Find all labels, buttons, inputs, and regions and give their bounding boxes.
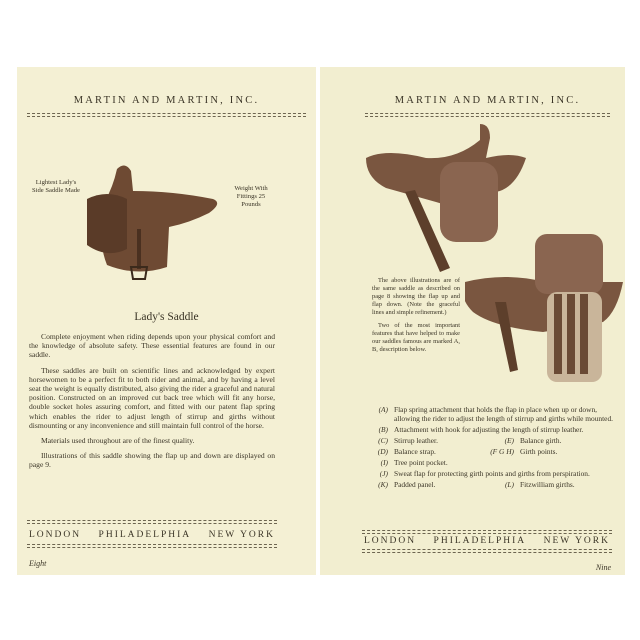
footer-cities <box>364 536 610 546</box>
legend-text: Sweat flap for protecting girth points and girths from perspiration. <box>394 469 590 478</box>
left-page <box>17 67 316 575</box>
legend-item-j <box>362 469 614 478</box>
city-new-york: NEW YORK <box>208 530 275 540</box>
legend-key: (F G H) <box>490 447 514 456</box>
legend-text: Balance girth. <box>520 436 562 445</box>
side-saddle-illustration <box>77 149 227 294</box>
parts-legend <box>362 405 614 491</box>
city-philadelphia: PHILADELPHIA <box>433 536 527 546</box>
legend-item-c <box>362 436 488 445</box>
footer-rule <box>362 530 612 534</box>
legend-key: (B) <box>378 425 388 434</box>
footer-rule <box>362 549 612 553</box>
city-new-york: NEW YORK <box>543 536 610 546</box>
legend-item-i <box>362 458 614 467</box>
legend-item-fgh <box>488 447 614 456</box>
legend-key: (E) <box>504 436 514 445</box>
city-london: LONDON <box>29 530 82 540</box>
note-paragraph: The above illustrations are of the same saddle as described on page 8 showing the flap up and flap down. (Note the graceful lines and simple refinement.) <box>372 277 460 316</box>
legend-text: Stirrup leather. <box>394 436 438 445</box>
legend-key: (L) <box>504 480 514 489</box>
legend-text: Attachment with hook for adjusting the length of stirrup leather. <box>394 425 584 434</box>
header-rule <box>27 113 306 117</box>
illustration-notes <box>372 277 460 359</box>
footer-rule <box>27 544 277 548</box>
legend-key: (C) <box>378 436 388 445</box>
caption-lightest: Lightest Lady's Side Saddle Made <box>32 179 80 194</box>
legend-key: (I) <box>380 458 388 467</box>
paragraph: Complete enjoyment when riding depends upon your physical comfort and the knowledge of absolute safety. These essential features are found in our saddle. <box>29 332 275 360</box>
legend-item-d <box>362 447 488 456</box>
paragraph: Materials used throughout are of the finest quality. <box>41 436 195 446</box>
legend-text: Girth points. <box>520 447 558 456</box>
page-number: Nine <box>595 563 611 572</box>
caption-weight: Weight With Fittings 25 Pounds <box>234 185 268 208</box>
header-rule <box>365 113 610 117</box>
legend-key: (K) <box>378 480 388 489</box>
legend-text: Tree point pocket. <box>394 458 448 467</box>
page-header: MARTIN AND MARTIN, INC. <box>73 95 260 106</box>
legend-item-b <box>362 425 614 434</box>
legend-text: Balance strap. <box>394 447 436 456</box>
legend-text: Fitzwilliam girths. <box>520 480 575 489</box>
page-number: Eight <box>29 559 47 568</box>
saddle-flap-up-illustration <box>465 232 625 402</box>
legend-item-a <box>362 405 614 423</box>
legend-key: (J) <box>379 469 388 478</box>
paragraph: Illustrations of this saddle showing the flap up and down are displayed on page 9. <box>29 451 275 470</box>
note-paragraph: Two of the most important features that have helped to make our saddles famous are marked A, B, description below. <box>372 322 460 353</box>
page-header: MARTIN AND MARTIN, INC. <box>394 95 581 106</box>
legend-item-l <box>488 480 614 489</box>
legend-text: Flap spring attachment that holds the flap in place when up or down, allowing the rider to adjust the length of stirrup and girths while mounted. <box>394 405 614 423</box>
footer-rule <box>27 520 277 524</box>
legend-item-e <box>488 436 614 445</box>
legend-text: Padded panel. <box>394 480 436 489</box>
paragraph: These saddles are built on scientific lines and acknowledged by expert horsewomen to be a perfect fit to both rider and animal, and by having a level seat the weight is equally distributed, also giving the rider a graceful and natural position. Constructed on an improved cut back tree which will fit any horse, double socket holes assuring comfort, and fitted with our patent flap spring which enables the rider to adjust length of stirrup and girths without dismounting or any inconvenience and still maintain full control of the horse. <box>29 365 275 430</box>
right-page <box>320 67 625 575</box>
body-text <box>29 332 275 476</box>
footer-cities <box>29 530 275 540</box>
city-philadelphia: PHILADELPHIA <box>98 530 192 540</box>
city-london: LONDON <box>364 536 417 546</box>
legend-key: (A) <box>378 405 388 414</box>
legend-key: (D) <box>377 447 388 456</box>
section-title: Lady's Saddle <box>134 311 199 323</box>
legend-item-k <box>362 480 488 489</box>
